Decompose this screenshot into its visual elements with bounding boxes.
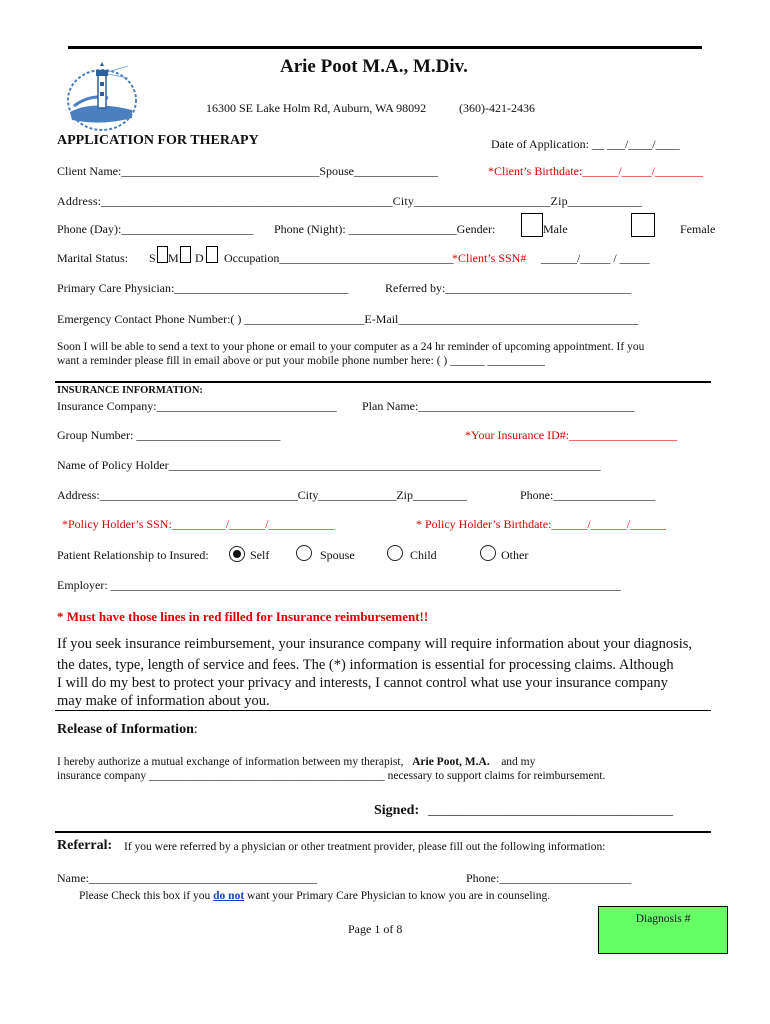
insurance-paragraph-3: I will do my best to protect your privacy and interests, I cannot control what use your insurance company: [57, 675, 668, 691]
marital-m-label: M: [168, 251, 179, 265]
holder-birthdate-field[interactable]: * Policy Holder’s Birthdate:______/______/______: [416, 517, 667, 531]
client-ssn-label: *Client’s SSN#: [452, 251, 527, 265]
release-heading: [57, 722, 198, 738]
client-birthdate-field[interactable]: *Client’s Birthdate:______/_____/________: [488, 164, 703, 178]
plan-name-field[interactable]: Plan Name:____________________________________: [362, 399, 635, 413]
phone-day-field[interactable]: Phone (Day):______________________: [57, 222, 254, 236]
insurance-paragraph-1: If you seek insurance reimbursement, your insurance company will require information about your diagnosis,: [57, 636, 693, 652]
marital-d-label: D: [195, 251, 204, 265]
pcp-consent-text: [79, 890, 550, 902]
release-heading-colon: :: [193, 722, 198, 737]
gender-female-checkbox[interactable]: [631, 213, 655, 237]
lighthouse-logo: [62, 60, 140, 132]
relationship-spouse-label: Spouse: [320, 548, 355, 562]
referral-intro: If you were referred by a physician or other treatment provider, please fill out the following information:: [124, 841, 606, 853]
date-of-application-field[interactable]: Date of Application: __ ___/____/____: [491, 137, 680, 151]
insurance-heading: INSURANCE INFORMATION:: [57, 385, 203, 396]
reminder-text-1: Soon I will be able to send a text to your phone or email to your computer as a 24 hr reminder of upcoming appointment. If you: [57, 341, 645, 353]
relationship-spouse-radio[interactable]: [296, 545, 312, 561]
address-field[interactable]: Address:_______________________________________________City______________________Zip____________: [57, 194, 643, 208]
insurance-paragraph-2: the dates, type, length of service and fees. The (*) information is essential for processing claims. Although: [57, 657, 674, 673]
signature-field[interactable]: ___________________________________: [428, 803, 673, 818]
relationship-other-label: Other: [501, 548, 529, 562]
occupation-field[interactable]: Occupation_____________________________: [224, 251, 454, 265]
holder-ssn-field[interactable]: *Policy Holder’s SSN:_________/______/___________: [62, 517, 335, 531]
marital-d-checkbox[interactable]: [206, 246, 218, 263]
group-number-field[interactable]: Group Number: ________________________: [57, 428, 281, 442]
marital-s-checkbox[interactable]: [157, 246, 168, 263]
practice-phone: (360)-421-2436: [459, 101, 535, 115]
relationship-label: Patient Relationship to Insured:: [57, 548, 209, 562]
policy-holder-field[interactable]: Name of Policy Holder________________________________________________________________________: [57, 458, 601, 472]
marital-s-label: S: [149, 251, 156, 265]
marital-status-label: Marital Status:: [57, 251, 128, 265]
holder-address-field[interactable]: Address:_________________________________City_____________Zip_________: [57, 488, 467, 502]
marital-m-checkbox[interactable]: [180, 246, 191, 263]
relationship-other-radio[interactable]: [480, 545, 496, 561]
therapist-name: Arie Poot, M.A.: [412, 756, 490, 768]
required-fields-notice: * Must have those lines in red filled for Insurance reimbursement!!: [57, 609, 429, 624]
practice-address: 16300 SE Lake Holm Rd, Auburn, WA 98092: [206, 101, 427, 115]
insurance-rule: [55, 381, 711, 383]
diagnosis-box[interactable]: [598, 906, 728, 954]
paragraph-rule: [55, 710, 711, 711]
release-line-2[interactable]: insurance company _________________________________________ necessary to support claims for reimbursement.: [57, 770, 606, 782]
gender-male-label: Male: [543, 222, 568, 236]
referral-phone-field[interactable]: Phone:______________________: [466, 871, 632, 885]
do-not-link[interactable]: do not: [213, 890, 245, 902]
pcp-consent-post: want your Primary Care Physician to know you are in counseling.: [247, 890, 551, 902]
phone-night-field[interactable]: Phone (Night): __________________Gender:: [274, 222, 496, 236]
client-name-field[interactable]: Client Name:_________________________________Spouse______________: [57, 164, 438, 178]
emergency-phone-email-field[interactable]: Emergency Contact Phone Number:( ) ____________________E-Mail________________________________________: [57, 312, 639, 326]
relationship-self-label: Self: [250, 548, 270, 562]
diagnosis-label: Diagnosis #: [635, 913, 691, 925]
release-line-1-post: and my: [501, 756, 536, 768]
top-rule: [68, 46, 702, 49]
form-heading: APPLICATION FOR THERAPY: [57, 133, 259, 148]
release-line-1: [57, 756, 535, 768]
relationship-child-label: Child: [410, 548, 437, 562]
gender-female-label: Female: [680, 222, 716, 236]
pcp-consent-pre: Please Check this box if you: [79, 890, 211, 902]
signed-label: Signed:: [374, 803, 420, 818]
relationship-child-radio[interactable]: [387, 545, 403, 561]
insurance-company-field[interactable]: Insurance Company:______________________________: [57, 399, 337, 413]
employer-field[interactable]: Employer: _____________________________________________________________________________________: [57, 578, 621, 592]
referral-rule: [55, 831, 711, 833]
practice-title: Arie Poot M.A., M.Div.: [280, 56, 468, 77]
release-heading-text: Release of Information: [57, 722, 194, 737]
release-line-1-pre: I hereby authorize a mutual exchange of information between my therapist,: [57, 756, 404, 768]
reminder-text-2[interactable]: want a reminder please fill in email above or put your mobile phone number here: ( ) ______ __________: [57, 355, 545, 367]
page-number: Page 1 of 8: [348, 922, 403, 936]
referred-by-field[interactable]: Referred by:_______________________________: [385, 281, 632, 295]
referral-name-field[interactable]: Name:______________________________________: [57, 871, 317, 885]
relationship-self-radio[interactable]: [229, 546, 245, 562]
insurance-paragraph-4: may make of information about you.: [57, 693, 270, 709]
insurance-id-field[interactable]: *Your Insurance ID#:__________________: [465, 428, 678, 442]
gender-male-checkbox[interactable]: [521, 213, 543, 237]
client-ssn-field[interactable]: ______/_____ / _____: [541, 251, 650, 265]
holder-phone-field[interactable]: Phone:_________________: [520, 488, 656, 502]
primary-care-field[interactable]: Primary Care Physician:_____________________________: [57, 281, 349, 295]
referral-heading: Referral:: [57, 838, 113, 853]
